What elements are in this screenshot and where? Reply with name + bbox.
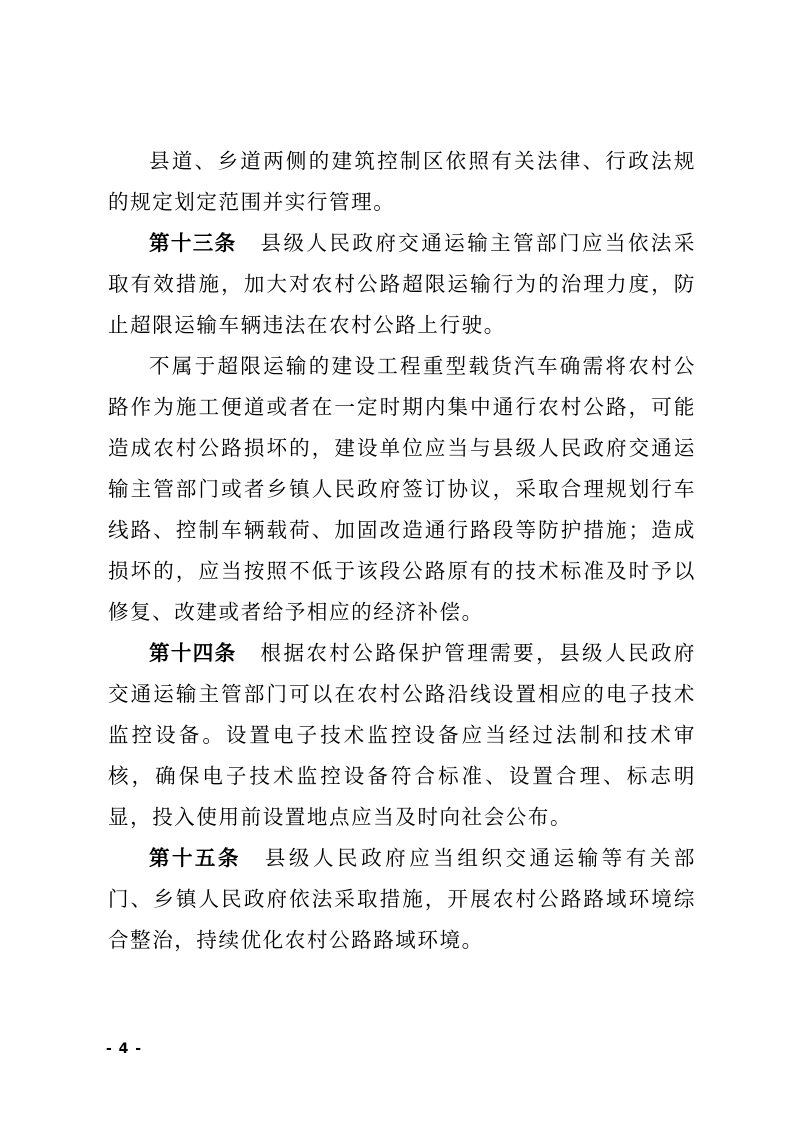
paragraph-building-control-zone [108, 141, 696, 223]
paragraph-text: 不属于超限运输的建设工程重型载货汽车确需将农村公路作为施工便道或者在一定时期内集中通行农村公路，可能造成农村公路损坏的，建设单位应当与县级人民政府交通运输主管部门或者乡镇人民政府签订协议，采取合理规划行车线路、控制车辆载荷、加固改造通行路段等防护措施；造成损坏的，应当按照不低于该段公路原有的技术标准及时予以修复、改建或者给予相应的经济补偿。 [108, 354, 696, 624]
article-13 [108, 223, 696, 346]
paragraph-text: 县道、乡道两侧的建筑控制区依照有关法律、行政法规的规定划定范围并实行管理。 [108, 149, 696, 214]
article-15-number: 第十五条 [149, 846, 241, 870]
article-14 [108, 633, 696, 838]
article-14-text: 根据农村公路保护管理需要，县级人民政府交通运输主管部门可以在农村公路沿线设置相应的电子技术监控设备。设置电子技术监控设备应当经过法制和技术审核，确保电子技术监控设备符合标准、设置合理、标志明显，投入使用前设置地点应当及时向社会公布。 [108, 641, 697, 829]
page-number: - 4 - [106, 1041, 143, 1057]
article-13-number: 第十三条 [149, 231, 237, 255]
article-14-number: 第十四条 [149, 641, 237, 665]
article-15 [108, 838, 696, 961]
document-body [108, 141, 696, 961]
article-13-text: 县级人民政府交通运输主管部门应当依法采取有效措施，加大对农村公路超限运输行为的治理力度，防止超限运输车辆违法在农村公路上行驶。 [108, 231, 697, 337]
paragraph-heavy-vehicles [108, 346, 696, 633]
article-15-text: 县级人民政府应当组织交通运输等有关部门、乡镇人民政府依法采取措施，开展农村公路路域环境综合整治，持续优化农村公路路域环境。 [108, 846, 697, 952]
